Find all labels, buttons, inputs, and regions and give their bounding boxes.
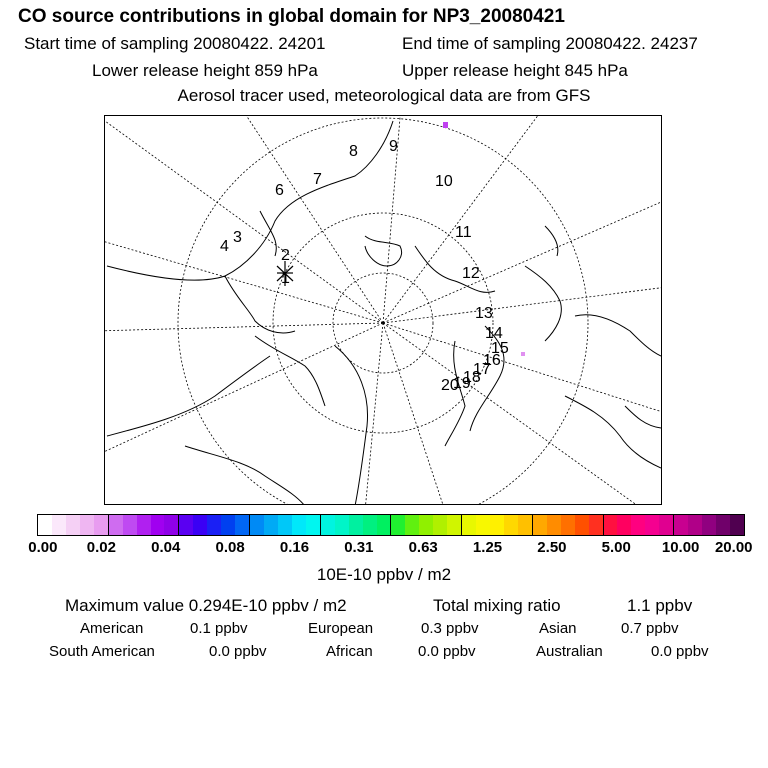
- colorbar-swatch: [645, 515, 659, 535]
- tracer-note: Aerosol tracer used, meteorological data are from GFS: [177, 86, 591, 105]
- colorbar-swatch: [52, 515, 66, 535]
- region-value: 0.3 ppbv: [421, 620, 479, 637]
- colorbar-swatch: [518, 515, 533, 535]
- trajectory-label: 19: [453, 375, 471, 392]
- trajectory-label: 9: [389, 138, 398, 155]
- colorbar-unit: 10E-10 ppbv / m2: [316, 565, 452, 584]
- colorbar-swatch: [716, 515, 730, 535]
- colorbar-tick-label: 0.00: [28, 539, 58, 556]
- coastlines: [107, 121, 661, 505]
- trajectory-label: 8: [349, 143, 358, 160]
- region-value: 0.7 ppbv: [621, 620, 679, 637]
- region-name: European: [308, 620, 374, 637]
- colorbar-swatch: [533, 515, 547, 535]
- colorbar-swatch: [221, 515, 235, 535]
- colorbar-swatch: [109, 515, 123, 535]
- region-name: American: [80, 620, 144, 637]
- colorbar-tick-label: 1.25: [472, 539, 503, 556]
- trajectory-label: 11: [455, 224, 472, 241]
- colorbar-tick-label: 0.31: [344, 539, 374, 556]
- region-value: 0.1 ppbv: [190, 620, 248, 637]
- colorbar-tick-label: 0.02: [86, 539, 116, 556]
- colorbar-tick-label: 0.04: [151, 539, 181, 556]
- colorbar-swatch: [66, 515, 80, 535]
- trajectory-label: 16: [483, 352, 501, 369]
- region-name: African: [326, 643, 373, 660]
- region-name: Asian: [539, 620, 577, 637]
- region-value: 0.0 ppbv: [209, 643, 267, 660]
- colorbar-swatch: [490, 515, 504, 535]
- colorbar-swatch: [235, 515, 250, 535]
- colorbar-swatch: [476, 515, 490, 535]
- trajectory-label: 14: [485, 325, 503, 342]
- trajectory-label: 20: [441, 377, 459, 394]
- colorbar-swatch: [674, 515, 688, 535]
- colorbar-tick-label: 10.00: [661, 539, 700, 556]
- colorbar-swatch: [631, 515, 645, 535]
- colorbar-swatch: [462, 515, 476, 535]
- colorbar-tick-label: 0.63: [408, 539, 438, 556]
- colorbar-swatch: [38, 515, 52, 535]
- colorbar-swatch: [575, 515, 589, 535]
- map-canvas: [105, 116, 662, 505]
- colorbar-swatch: [433, 515, 447, 535]
- trajectory-label: 17: [473, 361, 491, 378]
- colorbar-swatch: [730, 515, 744, 535]
- colorbar-swatch: [335, 515, 349, 535]
- colorbar-swatch: [292, 515, 306, 535]
- trajectory-label: 10: [435, 173, 453, 190]
- colorbar-swatch: [306, 515, 321, 535]
- end-time-label: End time of sampling 20080422. 24237: [402, 34, 698, 53]
- trajectory-label: 6: [275, 182, 284, 199]
- colorbar-swatch: [405, 515, 419, 535]
- colorbar-tick-label: 0.08: [215, 539, 245, 556]
- colorbar-swatch: [504, 515, 518, 535]
- colorbar-swatch: [617, 515, 631, 535]
- colorbar-tick-label: 5.00: [601, 539, 631, 556]
- trajectory-label: 1: [281, 270, 290, 287]
- colorbar-swatch: [207, 515, 221, 535]
- max-value: Maximum value 0.294E-10 ppbv / m2: [65, 596, 347, 615]
- colorbar-swatch: [278, 515, 292, 535]
- colorbar-swatch: [179, 515, 193, 535]
- trajectory-label: 3: [233, 229, 242, 246]
- colorbar-tick-label: 0.16: [279, 539, 310, 556]
- colorbar-swatch: [250, 515, 264, 535]
- polar-map: [104, 115, 662, 505]
- upper-release-label: Upper release height 845 hPa: [402, 61, 628, 80]
- colorbar-swatch: [151, 515, 165, 535]
- colorbar-swatch: [123, 515, 137, 535]
- region-value: 0.0 ppbv: [418, 643, 476, 660]
- colorbar-swatch: [94, 515, 109, 535]
- region-value: 0.0 ppbv: [651, 643, 709, 660]
- colorbar-swatch: [391, 515, 405, 535]
- total-mixing-value: 1.1 ppbv: [627, 596, 693, 615]
- colorbar-swatch: [80, 515, 94, 535]
- trajectory-label: 4: [220, 238, 229, 255]
- map-title: CO source contributions in global domain for NP3_20080421: [18, 6, 565, 27]
- colorbar-swatch: [377, 515, 392, 535]
- trajectory-label: 7: [313, 171, 322, 188]
- trajectory-label: 2: [281, 247, 290, 264]
- colorbar-swatch: [137, 515, 151, 535]
- trajectory-label: 15: [491, 340, 509, 357]
- start-time-label: Start time of sampling 20080422. 24201: [24, 34, 326, 53]
- trajectory-label: 12: [462, 265, 480, 282]
- trajectory-label: 13: [475, 305, 493, 322]
- colorbar-swatch: [688, 515, 702, 535]
- colorbar-swatch: [561, 515, 575, 535]
- colorbar-swatch: [547, 515, 561, 535]
- colorbar-tick-label: 20.00: [714, 539, 753, 556]
- colorbar-swatch: [164, 515, 179, 535]
- colorbar-swatch: [659, 515, 674, 535]
- colorbar-tick-label: 2.50: [537, 539, 567, 556]
- region-name: South American: [49, 643, 155, 660]
- colorbar-swatch: [321, 515, 335, 535]
- colorbar-swatch: [264, 515, 278, 535]
- region-name: Australian: [536, 643, 603, 660]
- lower-release-label: Lower release height 859 hPa: [92, 61, 318, 80]
- colorbar: [37, 514, 745, 536]
- trajectory-label: 18: [463, 369, 481, 386]
- colorbar-swatch: [589, 515, 604, 535]
- trajectory-labels: [220, 138, 509, 394]
- colorbar-swatch: [702, 515, 716, 535]
- colorbar-swatch: [419, 515, 433, 535]
- colorbar-swatch: [447, 515, 462, 535]
- total-mixing-label: Total mixing ratio: [433, 596, 561, 615]
- colorbar-swatch: [604, 515, 618, 535]
- colorbar-swatch: [363, 515, 377, 535]
- colorbar-swatch: [349, 515, 363, 535]
- colorbar-swatch: [193, 515, 207, 535]
